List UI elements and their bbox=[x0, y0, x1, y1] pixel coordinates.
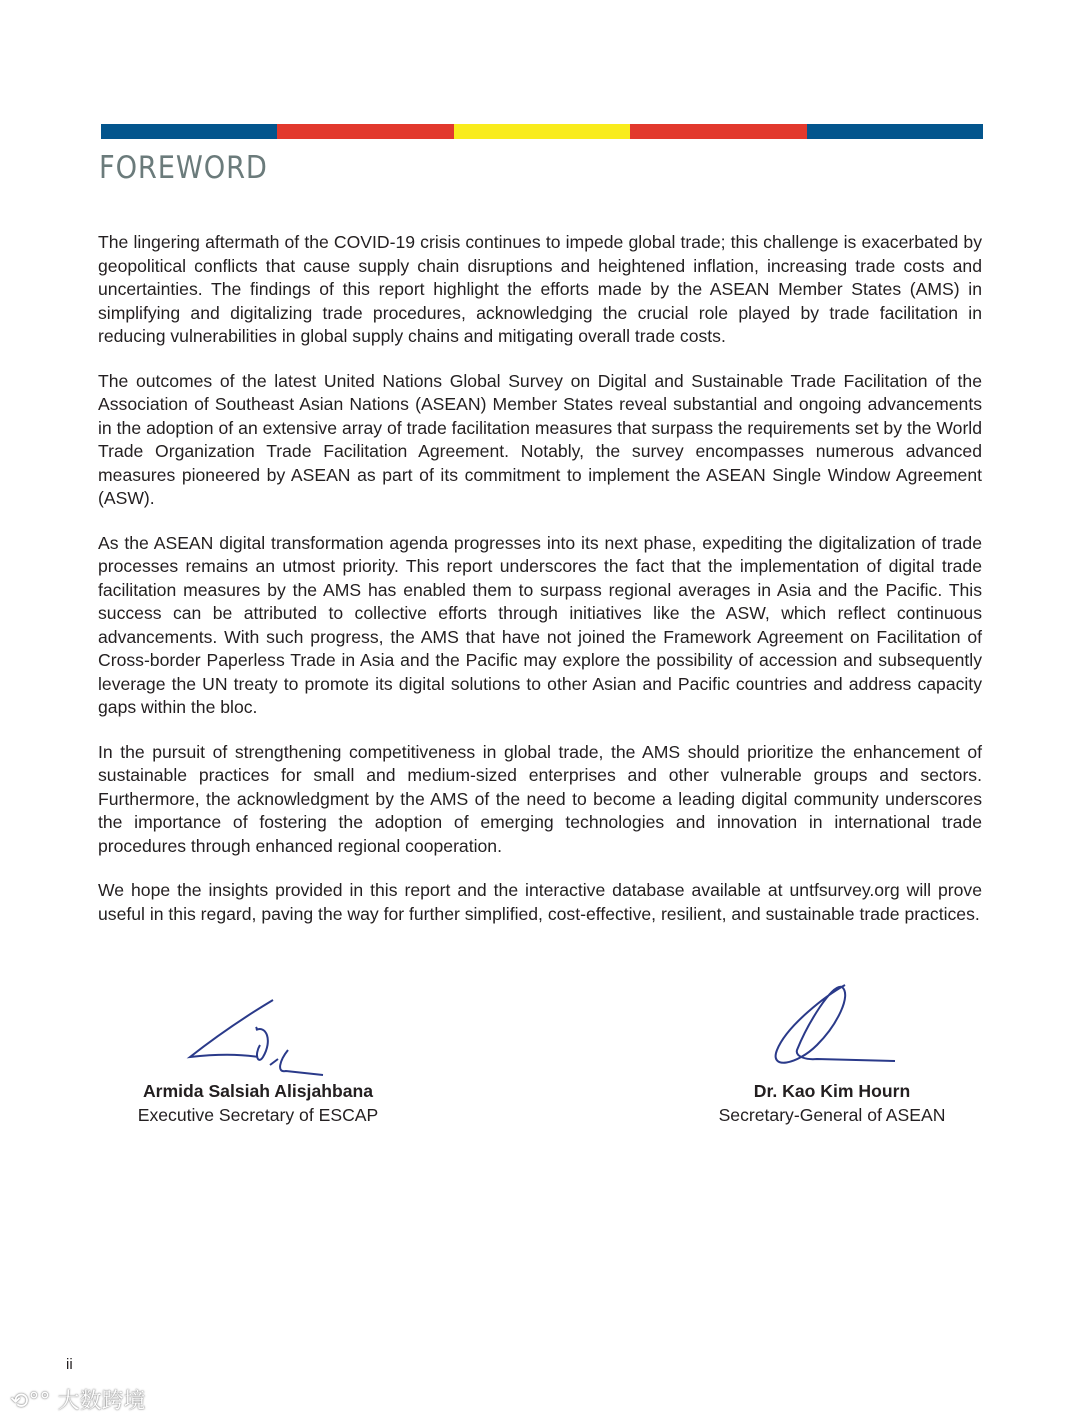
signature-image bbox=[757, 975, 907, 1080]
color-segment bbox=[454, 124, 630, 139]
watermark-logo-icon: ⟲°° bbox=[10, 1389, 51, 1414]
color-bar bbox=[101, 124, 983, 139]
color-segment bbox=[807, 124, 983, 139]
page-title: FOREWORD bbox=[99, 150, 268, 186]
signatory-asean bbox=[690, 975, 974, 1127]
signatory-title: Secretary-General of ASEAN bbox=[718, 1104, 946, 1125]
watermark bbox=[10, 1384, 145, 1415]
paragraph: We hope the insights provided in this report and the interactive database available at untfsurvey.org will prove useful in this regard, paving the way for further simplified, cost-effective, resilient, and sustainable trade practices. bbox=[98, 880, 982, 924]
paragraph: The lingering aftermath of the COVID-19 crisis continues to impede global trade; this challenge is exacerbated by geopolitical conflicts that cause supply chain disruptions and heightened inflation, increasing trade costs and uncertainties. The findings of this report highlight the efforts made by the ASEAN Member States (AMS) in simplifying and digitalizing trade procedures, acknowledging the crucial role played by trade facilitation in reducing vulnerabilities in global supply chains and mitigating overall trade costs. bbox=[98, 232, 982, 346]
signature-image bbox=[178, 995, 338, 1080]
color-segment bbox=[101, 124, 277, 139]
color-segment bbox=[630, 124, 806, 139]
page-number: ii bbox=[66, 1356, 73, 1373]
signatory-escap bbox=[118, 995, 398, 1127]
paragraph: In the pursuit of strengthening competitiveness in global trade, the AMS should prioritize the enhancement of sustainable practices for small and medium-sized enterprises and other vulnerable groups and sectors. Furthermore, the acknowledgment by the AMS of the need to become a leading digital community underscores the importance of fostering the adoption of emerging technologies and innovation in international trade procedures through enhanced regional cooperation. bbox=[98, 741, 982, 856]
paragraph: The outcomes of the latest United Nations Global Survey on Digital and Sustainable Trade Facilitation of the Association of Southeast Asian Nations (ASEAN) Member States reveal substantial and ongoing advancements in the adoption of an extensive array of trade facilitation measures that surpass the requirements set by the World Trade Organization Trade Facilitation Agreement. Notably, the survey encompasses numerous advanced measures pioneered by ASEAN as part of its commitment to implement the ASEAN Single Window Agreement (ASW). bbox=[98, 370, 982, 508]
signatory-name: Armida Salsiah Alisjahbana bbox=[142, 1081, 374, 1101]
color-segment bbox=[277, 124, 453, 139]
foreword-body bbox=[98, 231, 982, 947]
signatory-name: Dr. Kao Kim Hourn bbox=[753, 1081, 911, 1101]
paragraph: As the ASEAN digital transformation agenda progresses into its next phase, expediting the digitalization of trade processes remains an utmost priority. This report underscores the fact that the implementation of digital trade facilitation measures by the AMS has enabled them to surpass regional averages in Asia and the Pacific. This success can be attributed to collective efforts through initiatives like the ASW, which reflect continuous advancements. With such progress, the AMS that have not joined the Framework Agreement on Facilitation of Cross-border Paperless Trade in Asia and the Pacific may explore the possibility of accession and subsequently leverage the UN treaty to promote its digital solutions to other Asian and Pacific countries and address capacity gaps within the bloc. bbox=[98, 532, 982, 717]
signatory-title: Executive Secretary of ESCAP bbox=[137, 1104, 379, 1125]
watermark-text: 大数跨境 bbox=[57, 1389, 146, 1414]
